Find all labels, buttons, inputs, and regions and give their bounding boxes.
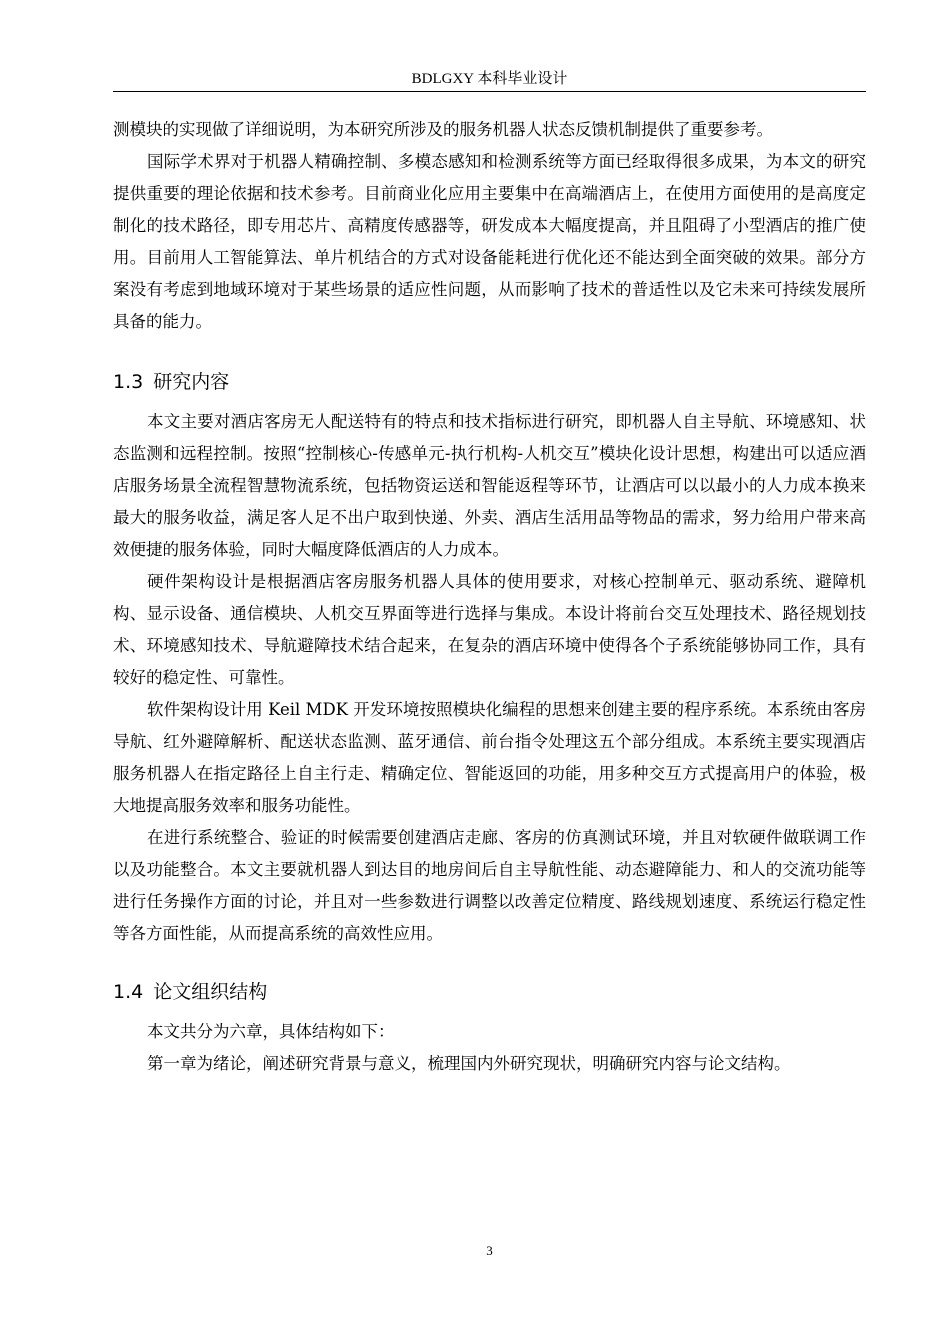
section-number: 1.3	[113, 371, 144, 393]
paragraph-research-status: 国际学术界对于机器人精确控制、多模态感知和检测系统等方面已经取得很多成果，为本文的研究提供重要的理论依据和技术参考。目前商业化应用主要集中在高端酒店上，在使用方面使用的是高度定制化的技术路径，即专用芯片、高精度传感器等，研发成本大幅度提高，并且阻碍了小型酒店的推广使用。目前用人工智能算法、单片机结合的方式对设备能耗进行优化还不能达到全面突破的效果。部分方案没有考虑到地域环境对于某些场景的适应性问题，从而影响了技术的普适性以及它未来可持续发展所具备的能力。	[113, 152, 866, 331]
paragraph-software-architecture: 软件架构设计用 Keil MDK 开发环境按照模块化编程的思想来创建主要的程序系统。本系统由客房导航、红外避障解析、配送状态监测、蓝牙通信、前台指令处理这五个部分组成。本系统主要实现酒店服务机器人在指定路径上自主行走、精确定位、智能返回的功能，用多种交互方式提高用户的体验，极大地提高服务效率和服务功能性。	[113, 700, 866, 815]
section-heading-1-3	[113, 366, 866, 398]
section-title: 论文组织结构	[153, 981, 268, 1003]
paragraph-structure-intro: 本文共分为六章，具体结构如下：	[147, 1022, 395, 1041]
paragraph-chapter-one: 第一章为绪论，阐述研究背景与意义，梳理国内外研究现状，明确研究内容与论文结构。	[147, 1054, 791, 1073]
paragraph-hardware-architecture: 硬件架构设计是根据酒店客房服务机器人具体的使用要求，对核心控制单元、驱动系统、避障机构、显示设备、通信模块、人机交互界面等进行选择与集成。本设计将前台交互处理技术、路径规划技术、环境感知技术、导航避障技术结合起来，在复杂的酒店环境中使得各个子系统能够协同工作，具有较好的稳定性、可靠性。	[113, 572, 866, 687]
paragraph-research-content: 本文主要对酒店客房无人配送特有的特点和技术指标进行研究，即机器人自主导航、环境感知、状态监测和远程控制。按照“控制核心-传感单元-执行机构-人机交互”模块化设计思想，构建出可以适应酒店服务场景全流程智慧物流系统，包括物资运送和智能返程等环节，让酒店可以以最小的人力成本换来最大的服务收益，满足客人足不出户取到快递、外卖、酒店生活用品等物品的需求，努力给用户带来高效便捷的服务体验，同时大幅度降低酒店的人力成本。	[113, 412, 866, 559]
page-number: 3	[486, 1243, 493, 1258]
header-rule	[113, 91, 866, 92]
paragraph-system-integration: 在进行系统整合、验证的时候需要创建酒店走廊、客房的仿真测试环境，并且对软硬件做联调工作以及功能整合。本文主要就机器人到达目的地房间后自主导航性能、动态避障能力、和人的交流功能等进行任务操作方面的讨论，并且对一些参数进行调整以改善定位精度、路线规划速度、系统运行稳定性等各方面性能，从而提高系统的高效性应用。	[113, 828, 866, 943]
document-body	[113, 114, 866, 1080]
section-number: 1.4	[113, 981, 144, 1003]
paragraph-continued: 测模块的实现做了详细说明，为本研究所涉及的服务机器人状态反馈机制提供了重要参考。	[113, 120, 773, 139]
section-heading-1-4	[113, 976, 866, 1008]
page-header: BDLGXY 本科毕业设计	[411, 71, 568, 87]
section-title: 研究内容	[153, 371, 230, 393]
